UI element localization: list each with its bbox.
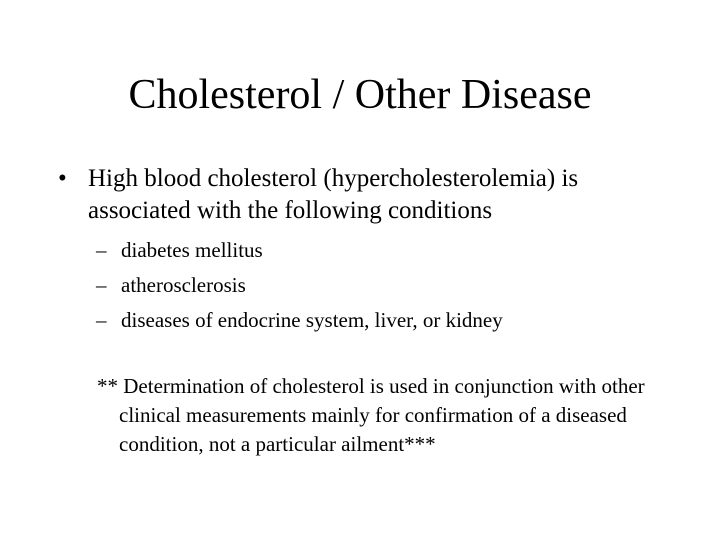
condition-list bbox=[96, 233, 656, 338]
list-item bbox=[96, 268, 656, 303]
main-bullet-text: High blood cholesterol (hypercholesterolemia) is associated with the following conditions bbox=[88, 165, 579, 224]
determination-note: ** Determination of cholesterol is used in conjunction with other clinical measurements mainly for confirmation of a diseased condition, not a particular ailment*** bbox=[97, 374, 645, 456]
dash-marker: – bbox=[96, 308, 107, 332]
bullet-marker: • bbox=[58, 165, 67, 192]
main-bullet bbox=[58, 163, 678, 227]
condition-diabetes: diabetes mellitus bbox=[121, 238, 263, 262]
condition-organ-diseases: diseases of endocrine system, liver, or kidney bbox=[121, 308, 503, 332]
list-item bbox=[96, 233, 656, 268]
list-item bbox=[96, 303, 656, 338]
slide-title: Cholesterol / Other Disease bbox=[128, 72, 592, 118]
condition-atherosclerosis: atherosclerosis bbox=[121, 273, 246, 297]
dash-marker: – bbox=[96, 238, 107, 262]
dash-marker: – bbox=[96, 273, 107, 297]
